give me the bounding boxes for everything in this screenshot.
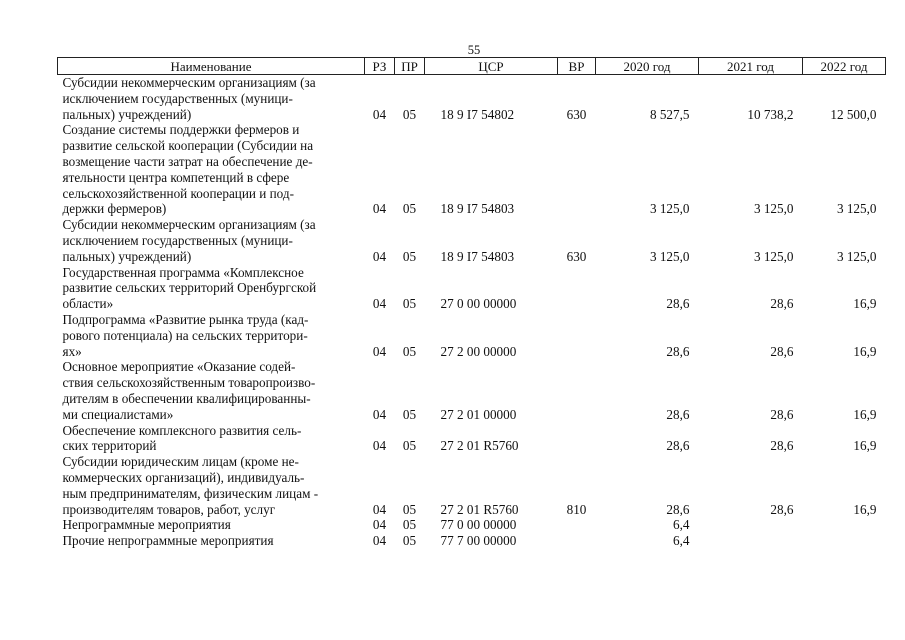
table-row xyxy=(58,517,886,533)
header-2022: 2022 год xyxy=(803,58,886,75)
row-csr: 18 9 I7 54803 xyxy=(440,248,515,264)
row-value-2021: 28,6 xyxy=(770,296,794,312)
row-pr: 05 xyxy=(402,406,417,422)
row-name-cell xyxy=(58,517,365,533)
row-value-2020: 28,6 xyxy=(666,438,690,454)
row-csr: 27 0 00 00000 xyxy=(440,296,517,312)
row-value-2021: 28,6 xyxy=(770,501,794,517)
row-csr: 18 9 I7 54803 xyxy=(440,201,515,217)
row-name-cell xyxy=(58,122,365,217)
row-value-2020: 3 125,0 xyxy=(649,248,690,264)
row-name-line: Непрограммные мероприятия xyxy=(62,517,231,533)
row-value-2020: 28,6 xyxy=(666,501,690,517)
row-name-line: производителям товаров, работ, услуг xyxy=(62,501,276,517)
row-pr: 05 xyxy=(402,517,417,533)
row-vr xyxy=(558,533,596,549)
row-value-2022: 12 500,0 xyxy=(830,106,877,122)
header-2021: 2021 год xyxy=(699,58,803,75)
row-csr: 27 2 01 R5760 xyxy=(440,501,519,517)
row-pr: 05 xyxy=(402,106,417,122)
table-row xyxy=(58,122,886,217)
table-row xyxy=(58,75,886,123)
row-value-2021 xyxy=(699,533,803,549)
row-name-line: ным предпринимателям, физическим лицам - xyxy=(62,485,319,501)
row-name-line: развитие сельской кооперации (Субсидии на xyxy=(62,138,314,154)
row-name-line: Субсидии некоммерческим организациям (за xyxy=(62,217,316,233)
row-name-line: области» xyxy=(62,296,114,312)
row-name-line: держки фермеров) xyxy=(62,201,167,217)
row-name-line: Прочие непрограммные мероприятия xyxy=(62,533,274,549)
row-value-2022: 16,9 xyxy=(853,438,877,454)
row-name-cell xyxy=(58,75,365,123)
row-rz: 04 xyxy=(372,406,387,422)
row-pr: 05 xyxy=(402,201,417,217)
page-number: 55 xyxy=(467,43,481,57)
table-row xyxy=(58,533,886,549)
row-csr: 77 7 00 00000 xyxy=(440,533,517,549)
row-name-line: возмещение части затрат на обеспечение де- xyxy=(62,153,313,169)
row-csr: 27 2 00 00000 xyxy=(440,343,517,359)
row-rz: 04 xyxy=(372,296,387,312)
row-vr xyxy=(558,312,596,359)
row-name-line: Субсидии некоммерческим организациям (за xyxy=(62,75,316,90)
row-name-line: Подпрограмма «Развитие рынка труда (кад- xyxy=(62,311,309,327)
header-rz: РЗ xyxy=(365,58,395,75)
row-value-2020: 28,6 xyxy=(666,406,690,422)
row-value-2020: 28,6 xyxy=(666,343,690,359)
row-vr xyxy=(558,517,596,533)
row-name-cell xyxy=(58,312,365,359)
row-pr: 05 xyxy=(402,343,417,359)
row-rz: 04 xyxy=(372,517,387,533)
row-name-line: дителям в обеспечении квалифицированны- xyxy=(62,390,311,406)
row-name-line: Основное мероприятие «Оказание содей- xyxy=(62,359,296,375)
row-name-line: исключением государственных (муници- xyxy=(62,232,293,248)
row-value-2020: 6,4 xyxy=(673,533,690,549)
row-vr xyxy=(558,122,596,217)
budget-table xyxy=(57,57,886,549)
row-value-2022: 3 125,0 xyxy=(836,201,877,217)
table-row xyxy=(58,454,886,517)
row-value-2020: 28,6 xyxy=(666,296,690,312)
row-rz: 04 xyxy=(372,106,387,122)
row-name-cell xyxy=(58,454,365,517)
row-name-line: рового потенциала) на сельских территори- xyxy=(62,327,308,343)
row-rz: 04 xyxy=(372,501,387,517)
row-value-2021: 28,6 xyxy=(770,343,794,359)
table-row xyxy=(58,265,886,312)
row-value-2022: 16,9 xyxy=(853,296,877,312)
row-name-line: ях» xyxy=(62,343,82,359)
row-value-2021: 3 125,0 xyxy=(753,248,794,264)
row-pr: 05 xyxy=(402,248,417,264)
row-value-2021: 10 738,2 xyxy=(747,106,794,122)
row-name-line: Создание системы поддержки фермеров и xyxy=(62,122,300,138)
row-csr: 27 2 01 00000 xyxy=(440,406,517,422)
row-name-line: ми специалистами» xyxy=(62,406,174,422)
row-name-line: исключением государственных (муници- xyxy=(62,90,293,106)
row-name-cell xyxy=(58,359,365,422)
row-rz: 04 xyxy=(372,201,387,217)
row-value-2021: 28,6 xyxy=(770,406,794,422)
row-name-cell xyxy=(58,533,365,549)
row-rz: 04 xyxy=(372,343,387,359)
row-value-2022 xyxy=(803,517,886,533)
row-vr: 630 xyxy=(566,248,587,264)
table-row xyxy=(58,312,886,359)
row-name-cell xyxy=(58,217,365,264)
row-name-cell xyxy=(58,423,365,455)
row-name-line: Субсидии юридическим лицам (кроме не- xyxy=(62,454,299,470)
table-row xyxy=(58,359,886,422)
row-name-line: ятельности центра компетенций в сфере xyxy=(62,169,290,185)
row-vr: 630 xyxy=(566,106,587,122)
row-vr xyxy=(558,265,596,312)
row-value-2021: 3 125,0 xyxy=(753,201,794,217)
row-pr: 05 xyxy=(402,501,417,517)
row-name-line: коммерческих организаций), индивидуаль- xyxy=(62,469,305,485)
row-name-line: ствия сельскохозяйственным товаропроизво- xyxy=(62,375,316,391)
table-row xyxy=(58,217,886,264)
row-name-line: ских территорий xyxy=(62,438,157,454)
header-2020: 2020 год xyxy=(596,58,699,75)
row-name-line: пальных) учреждений) xyxy=(62,248,192,264)
row-vr xyxy=(558,423,596,455)
header-csr: ЦСР xyxy=(425,58,558,75)
row-csr: 77 0 00 00000 xyxy=(440,517,517,533)
row-value-2021 xyxy=(699,517,803,533)
row-csr: 18 9 I7 54802 xyxy=(440,106,515,122)
row-name-line: пальных) учреждений) xyxy=(62,106,192,122)
row-name-line: развитие сельских территорий Оренбургской xyxy=(62,280,317,296)
row-value-2020: 8 527,5 xyxy=(649,106,690,122)
row-name-line: Государственная программа «Комплексное xyxy=(62,264,304,280)
row-csr: 27 2 01 R5760 xyxy=(440,438,519,454)
row-value-2022: 16,9 xyxy=(853,406,877,422)
row-value-2022 xyxy=(803,533,886,549)
row-value-2022: 16,9 xyxy=(853,343,877,359)
row-value-2021: 28,6 xyxy=(770,438,794,454)
row-value-2022: 16,9 xyxy=(853,501,877,517)
row-vr xyxy=(558,359,596,422)
header-name: Наименование xyxy=(58,58,365,75)
row-name-line: сельскохозяйственной кооперации и под- xyxy=(62,185,294,201)
row-rz: 04 xyxy=(372,438,387,454)
table-body xyxy=(58,75,886,549)
row-pr: 05 xyxy=(402,438,417,454)
table-row xyxy=(58,423,886,455)
row-value-2022: 3 125,0 xyxy=(836,248,877,264)
row-rz: 04 xyxy=(372,533,387,549)
row-value-2020: 3 125,0 xyxy=(649,201,690,217)
row-name-line: Обеспечение комплексного развития сель- xyxy=(62,422,302,438)
row-value-2020: 6,4 xyxy=(673,517,690,533)
table-header-row xyxy=(58,58,886,75)
header-pr: ПР xyxy=(395,58,425,75)
row-name-cell xyxy=(58,265,365,312)
row-pr: 05 xyxy=(402,296,417,312)
row-pr: 05 xyxy=(402,533,417,549)
row-rz: 04 xyxy=(372,248,387,264)
row-vr: 810 xyxy=(566,501,587,517)
header-vr: ВР xyxy=(558,58,596,75)
